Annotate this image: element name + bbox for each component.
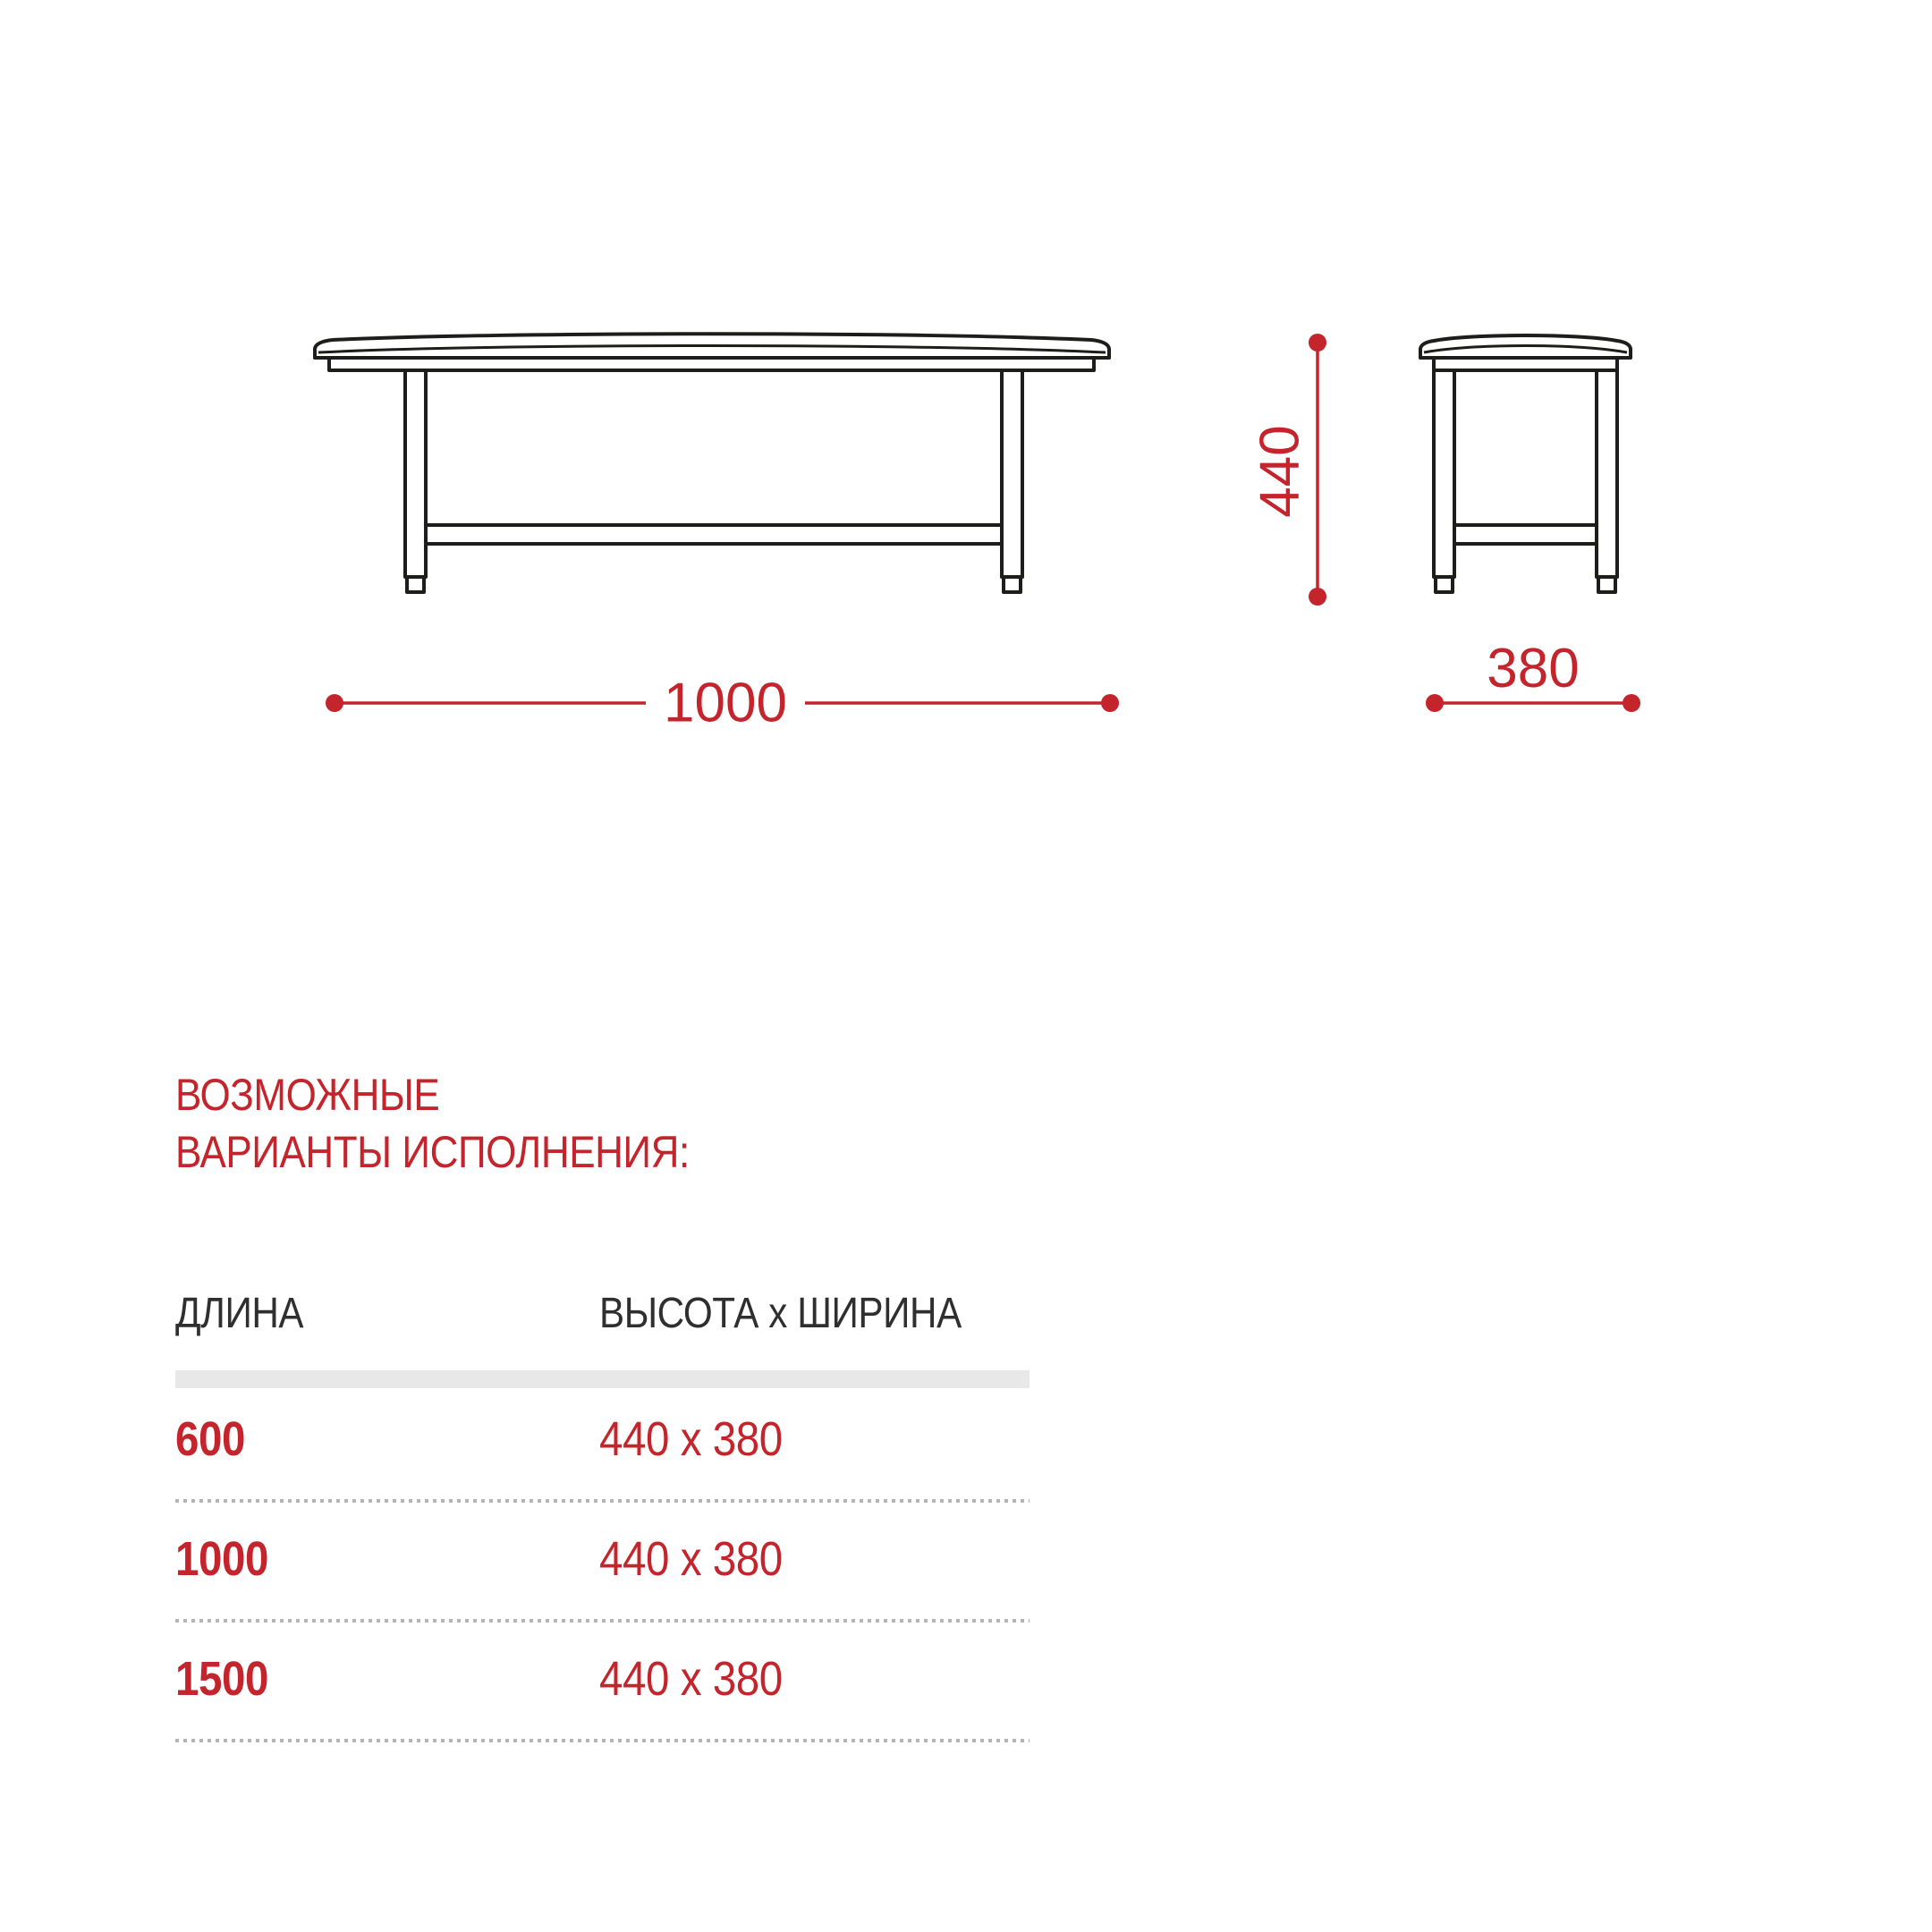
dimension-endpoint-dot — [1309, 334, 1326, 352]
front-right-foot — [1004, 577, 1021, 592]
variants-title — [175, 1066, 759, 1181]
width-dimension — [1426, 638, 1640, 712]
side-apron — [1434, 358, 1617, 370]
front-stretcher — [426, 525, 1002, 544]
side-left-leg — [1434, 370, 1454, 577]
front-view-drawing — [315, 334, 1109, 592]
side-right-leg — [1597, 370, 1617, 577]
column-header-length: ДЛИНА — [175, 1290, 304, 1337]
height-dimension-value: 440 — [1249, 425, 1311, 518]
table-row-divider — [175, 1619, 1030, 1623]
table-header-divider-bar — [175, 1370, 1030, 1388]
side-stretcher — [1454, 525, 1597, 544]
table-row-length: 1000 — [175, 1532, 268, 1586]
table-row-size: 440 x 380 — [599, 1532, 783, 1586]
dimension-endpoint-dot — [1101, 694, 1119, 712]
dimension-endpoint-dot — [1309, 588, 1326, 606]
variants-title-line1: ВОЗМОЖНЫЕ — [175, 1070, 440, 1120]
dimension-endpoint-dot — [1426, 694, 1444, 712]
side-view-drawing — [1420, 335, 1631, 592]
column-header-size: ВЫСОТА x ШИРИНА — [599, 1290, 962, 1337]
front-left-leg — [405, 370, 426, 577]
front-apron — [329, 358, 1094, 370]
length-dimension — [326, 673, 1119, 734]
front-left-foot — [407, 577, 424, 592]
table-row-divider — [175, 1739, 1030, 1742]
table-row-size: 440 x 380 — [599, 1412, 783, 1466]
width-dimension-value: 380 — [1487, 638, 1580, 699]
dimension-endpoint-dot — [326, 694, 343, 712]
length-dimension-value: 1000 — [664, 672, 787, 734]
front-right-leg — [1002, 370, 1022, 577]
dimension-endpoint-dot — [1623, 694, 1640, 712]
table-row-length: 1500 — [175, 1652, 268, 1706]
table-row-size: 440 x 380 — [599, 1652, 783, 1706]
side-left-foot — [1436, 577, 1453, 592]
side-right-foot — [1598, 577, 1615, 592]
variants-title-line2: ВАРИАНТЫ ИСПОЛНЕНИЯ: — [175, 1127, 690, 1177]
height-dimension — [1250, 334, 1327, 606]
table-row-divider — [175, 1499, 1030, 1503]
table-row-length: 600 — [175, 1412, 245, 1466]
